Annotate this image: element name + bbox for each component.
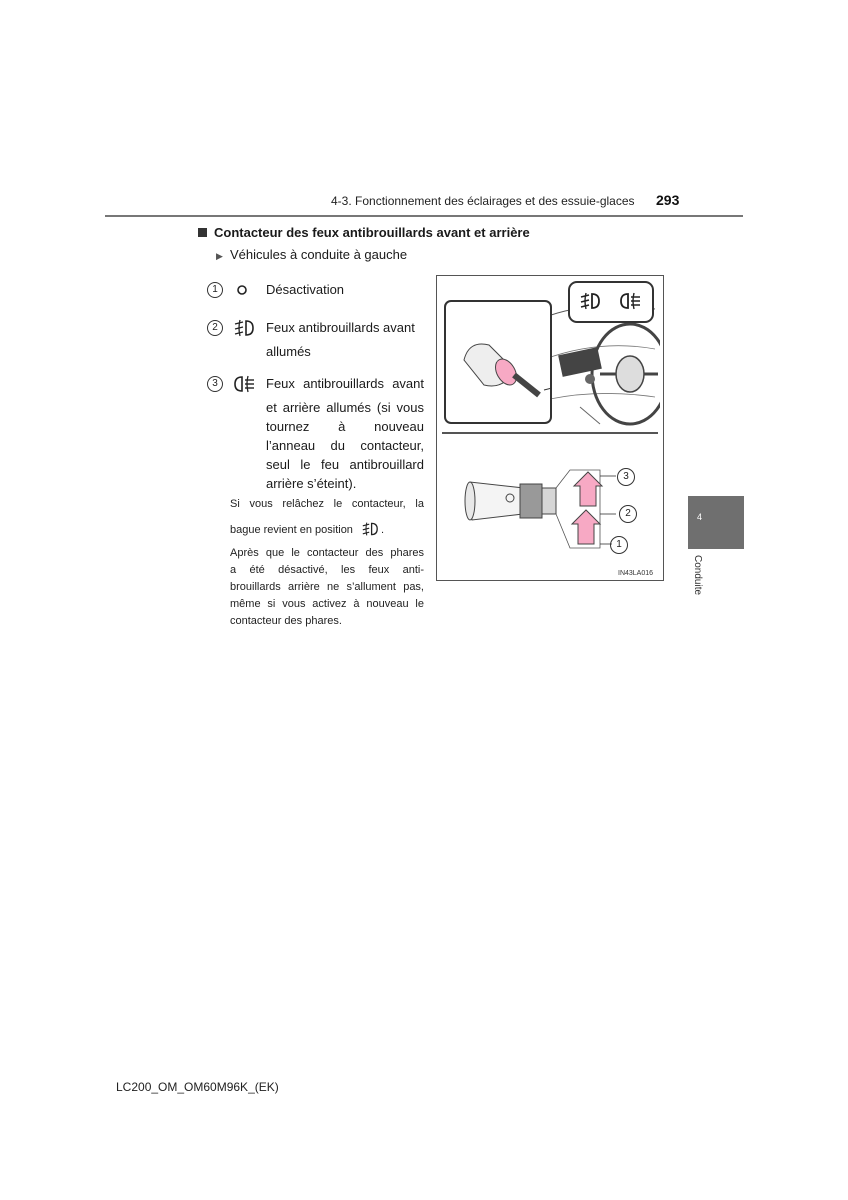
item-number-2: 2 [207,320,223,336]
release-note-line1: Si vous relâchez le contacteur, la [230,498,424,510]
callout-1: 1 [610,536,628,554]
running-header: 4-3. Fonctionnement des éclairages et des essuie-glaces [331,194,635,208]
front-fog-icon [232,318,256,338]
figure-code: IN43LA016 [618,570,654,577]
chapter-number: 4 [697,512,703,522]
item-3-text: Feux antibrouillards avant et arrière allumés (si vous tournez à nouveau l’anneau du contacteur, seul le feu antibrouillard arrière s’éteint). [266,376,424,491]
callout-3: 3 [617,468,635,486]
fog-icons-callout [568,281,654,325]
item-number-3: 3 [207,376,223,392]
header-rule [105,215,743,217]
front-fog-icon [359,521,381,537]
footer-code: LC200_OM_OM60M96K_(EK) [116,1080,279,1094]
item-number-1: 1 [207,282,223,298]
callout-2: 2 [619,505,637,523]
triangle-bullet-icon: ▶ [216,251,223,261]
chapter-tab [688,496,744,549]
heading-bullet-square [198,228,207,237]
switch-closeup-inset [444,300,552,424]
release-note-line2: bague revient en position . [230,521,384,539]
subheading: Véhicules à conduite à gauche [230,247,408,262]
item-2-text: Feux antibrouillards avant allumés [266,320,415,359]
chapter-label: Conduite [692,555,703,596]
section-heading: Contacteur des feux antibrouillards avant et arrière [214,225,530,240]
item-1-text: Désactivation [266,282,345,297]
page-number: 293 [656,192,680,208]
rear-fog-icon [232,374,256,394]
off-ring-icon [236,284,248,296]
figure-divider [442,432,658,434]
after-headlight-note: Après que le contacteur des phares a été désactivé, les feux anti- brouillards arrière ne s’allument pas, même si vous activez à nouveau le contacteur des phares. [230,547,424,627]
